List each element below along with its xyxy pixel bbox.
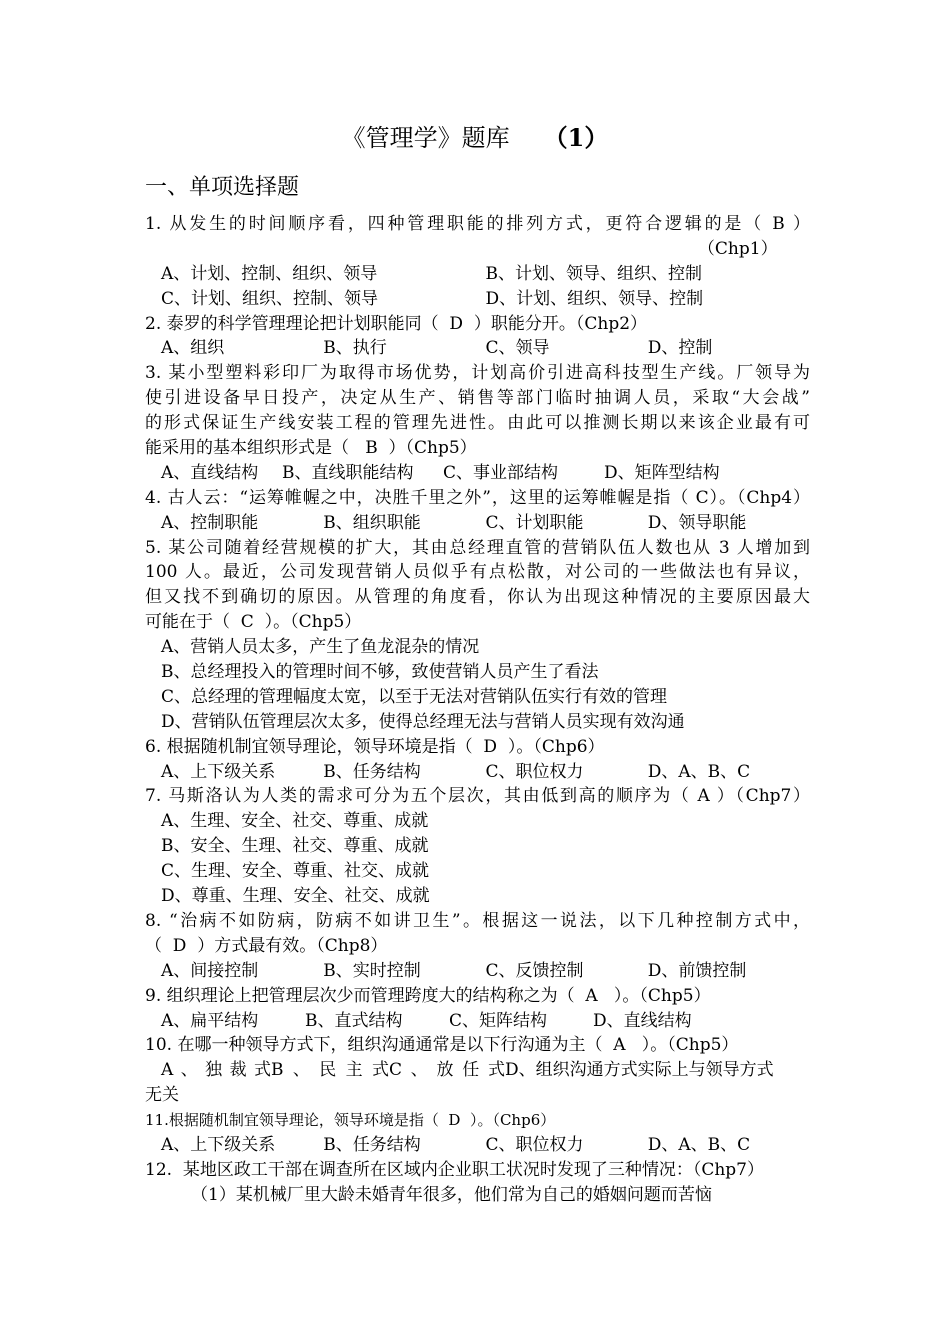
- answer-option: C、领导: [485, 338, 550, 359]
- answer-options: [145, 959, 810, 984]
- text-line: 2. 泰罗的科学管理理论把计划职能同（ D ）职能分开。（Chp2）: [145, 313, 648, 334]
- answer-option: C、计划、组织、控制、领导: [161, 288, 379, 309]
- answer-option: D、领导职能: [647, 512, 747, 533]
- answer-option: B、组织职能: [323, 512, 421, 533]
- text-line: 可能在于（ C ）。（Chp5）: [145, 612, 362, 633]
- text-line: （1）某机械厂里大龄未婚青年很多，他们常为自己的婚姻问题而苦恼: [191, 1184, 712, 1205]
- answer-option: D、控制: [647, 338, 713, 359]
- answer-option: B、民主式: [271, 1060, 389, 1081]
- answer-option: B、直线职能结构: [282, 462, 414, 483]
- page-title: [0, 118, 950, 153]
- answer-option: D、A、B、C: [647, 761, 751, 782]
- text-line: D、营销队伍管理层次太多，使得总经理无法与营销人员实现有效沟通: [161, 711, 685, 732]
- answer-option: B、执行: [323, 338, 387, 359]
- answer-options: [145, 1058, 810, 1083]
- answer-option: A、上下级关系: [161, 1134, 276, 1155]
- answer-option: A、扁平结构: [161, 1010, 259, 1031]
- answer-option: A、计划、控制、组织、领导: [161, 263, 378, 284]
- text-line: 8. “治病不如防病，防病不如讲卫生”。根据这一说法，以下几种控制方式中，: [145, 910, 810, 931]
- answer-options: [145, 287, 810, 312]
- text-line: 11.根据随机制宜领导理论，领导环境是指（ D ）。（Chp6）: [145, 1111, 556, 1130]
- answer-options: [145, 1133, 810, 1158]
- text-line: 10. 在哪一种领导方式下，组织沟通通常是以下行沟通为主（ A ）。（Chp5）: [145, 1035, 739, 1056]
- answer-option: C、矩阵结构: [449, 1010, 548, 1031]
- answer-options: [145, 336, 810, 361]
- answer-option: D、直线结构: [593, 1010, 692, 1031]
- answer-option: D、矩阵型结构: [604, 462, 720, 483]
- answer-option: A、控制职能: [161, 512, 259, 533]
- text-line: （Chp1）: [697, 238, 810, 259]
- section-heading: 一、单项选择题: [145, 175, 300, 200]
- text-line: 12. 某地区政工干部在调查所在区域内企业职工状况时发现了三种情况：（Chp7）: [145, 1159, 764, 1180]
- text-line: 100 人。最近，公司发现营销人员似乎有点松散，对公司的一些做法也有异议，: [145, 562, 810, 583]
- text-line: B、安全、生理、社交、尊重、成就: [161, 836, 429, 857]
- title-text: 《管理学》题库: [341, 124, 510, 152]
- text-line: 7. 马斯洛认为人类的需求可分为五个层次，其由低到高的顺序为（ A ）（Chp7）: [145, 786, 810, 807]
- answer-option: B、直式结构: [305, 1010, 403, 1031]
- text-line: D、尊重、生理、安全、社交、成就: [161, 886, 430, 907]
- text-line: A、生理、安全、社交、尊重、成就: [161, 811, 429, 832]
- answer-option: A、间接控制: [161, 960, 259, 981]
- answer-option: B、任务结构: [323, 761, 421, 782]
- text-line: 但又找不到确切的原因。从管理的角度看，你认为出现这种情况的主要原因最大: [145, 587, 810, 608]
- answer-options: [145, 760, 810, 785]
- text-line: 1. 从发生的时间顺序看，四种管理职能的排列方式，更符合逻辑的是（ B ）: [145, 214, 810, 234]
- text-line: 3. 某小型塑料彩印厂为取得市场优势，计划高价引进高科技型生产线。厂领导为: [145, 363, 810, 384]
- answer-options: [145, 461, 810, 486]
- answer-option: D、组织沟通方式实际上与领导方式: [505, 1060, 774, 1081]
- answer-option: A、组织: [161, 338, 225, 359]
- text-line: B、总经理投入的管理时间不够，致使营销人员产生了看法: [161, 662, 599, 683]
- answer-options: [145, 262, 810, 287]
- answer-option: D、前馈控制: [647, 960, 747, 981]
- text-line: 9. 组织理论上把管理层次少而管理跨度大的结构称之为（ A ）。（Chp5）: [145, 985, 711, 1006]
- text-line: 使引进设备早日投产，决定从生产、销售等部门临时抽调人员，采取“大会战”: [145, 388, 810, 409]
- answer-option: D、计划、组织、领导、控制: [485, 288, 704, 309]
- question-list: [145, 212, 810, 1208]
- text-line: 能采用的基本组织形式是（ B ）（Chp5）: [145, 438, 477, 459]
- text-line: 无关: [145, 1085, 179, 1106]
- text-line: 的形式保证生产线安装工程的管理先进性。由此可以推测长期以来该企业最有可: [145, 413, 810, 434]
- text-line: 5. 某公司随着经营规模的扩大，其由总经理直管的营销队伍人数也从 3 人增加到: [145, 537, 810, 558]
- text-line: C、总经理的管理幅度太宽，以至于无法对营销队伍实行有效的管理: [161, 686, 668, 707]
- text-line: A、营销人员太多，产生了鱼龙混杂的情况: [161, 637, 480, 658]
- answer-option: C、职位权力: [485, 761, 584, 782]
- answer-option: C、放任式: [389, 1060, 505, 1081]
- answer-options: [145, 511, 810, 536]
- text-line: 4. 古人云：“运筹帷幄之中，决胜千里之外”，这里的运筹帷幄是指（ C）。（Chp4）: [145, 487, 810, 508]
- answer-option: C、事业部结构: [443, 462, 559, 483]
- answer-option: A、独裁式: [161, 1060, 271, 1081]
- answer-option: C、计划职能: [485, 512, 584, 533]
- answer-options: [145, 1009, 810, 1034]
- title-number: （1）: [543, 123, 609, 152]
- text-line: C、生理、安全、尊重、社交、成就: [161, 861, 430, 882]
- answer-option: C、职位权力: [485, 1134, 584, 1155]
- text-line: （ D ）方式最有效。（Chp8）: [145, 935, 388, 956]
- answer-option: C、反馈控制: [485, 960, 584, 981]
- answer-option: D、A、B、C: [647, 1134, 751, 1155]
- answer-option: B、任务结构: [323, 1134, 421, 1155]
- answer-option: A、直线结构: [161, 462, 259, 483]
- answer-option: A、上下级关系: [161, 761, 276, 782]
- text-line: 6. 根据随机制宜领导理论，领导环境是指（ D ）。（Chp6）: [145, 736, 605, 757]
- answer-option: B、实时控制: [323, 960, 421, 981]
- answer-option: B、计划、领导、组织、控制: [485, 263, 702, 284]
